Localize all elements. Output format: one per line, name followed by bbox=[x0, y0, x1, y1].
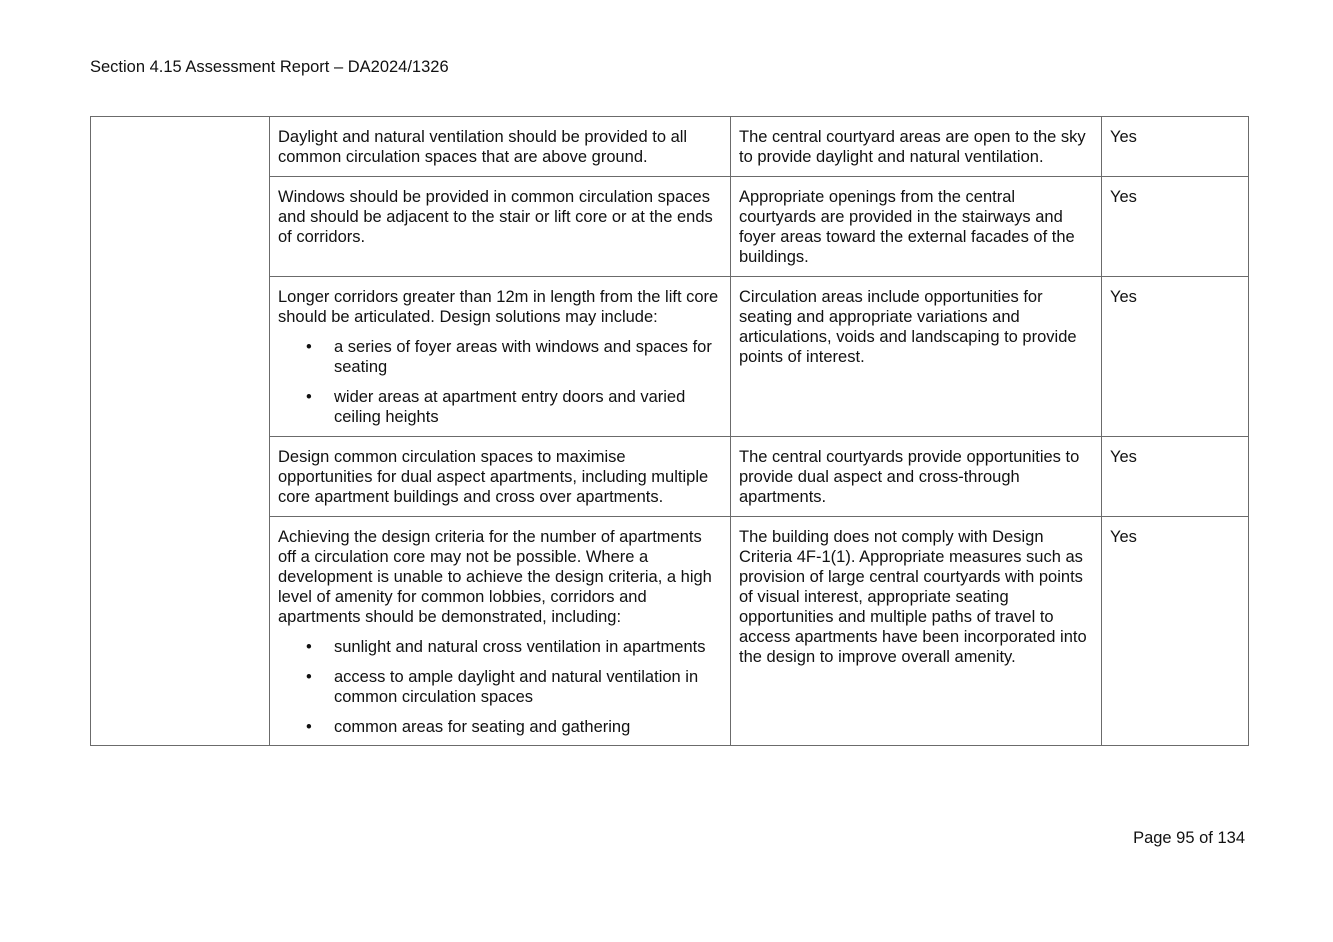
criteria-cell bbox=[270, 437, 731, 517]
comment-cell bbox=[731, 277, 1102, 437]
list-item bbox=[306, 337, 722, 377]
criteria-cell bbox=[270, 117, 731, 177]
criteria-text: Achieving the design criteria for the number of apartments off a circulation core may not be possible. Where a development is unable to achieve the design criteria, a high level of amenity for common lobbies, corridors and apartments should be demonstrated, including: bbox=[278, 528, 712, 626]
criteria-text: Longer corridors greater than 12m in length from the lift core should be articulated. Design solutions may include: bbox=[278, 288, 719, 326]
criteria-cell bbox=[270, 517, 731, 746]
compliance-value: Yes bbox=[1110, 288, 1137, 306]
list-item bbox=[306, 717, 722, 737]
comment-text: The building does not comply with Design Criteria 4F-1(1). Appropriate measures such as provision of large central courtyards with points of visual interest, appropriate seating opportunities and multiple paths of travel to access apartments have been incorporated into the design to improve overall amenity. bbox=[739, 528, 1087, 666]
comment-text: Appropriate openings from the central courtyards are provided in the stairways and foyer areas toward the external facades of the buildings. bbox=[739, 188, 1075, 266]
criteria-text: Windows should be provided in common circulation spaces and should be adjacent to the stair or lift core or at the ends of corridors. bbox=[278, 188, 713, 246]
criteria-text: Design common circulation spaces to maximise opportunities for dual aspect apartments, including multiple core apartment buildings and cross over apartments. bbox=[278, 448, 709, 506]
compliance-cell bbox=[1102, 517, 1249, 746]
criteria-cell bbox=[270, 277, 731, 437]
comment-text: Circulation areas include opportunities for seating and appropriate variations and articulations, voids and landscaping to provide points of interest. bbox=[739, 288, 1077, 366]
list-item bbox=[306, 387, 722, 427]
bullet-icon: • bbox=[306, 338, 312, 356]
comment-cell bbox=[731, 117, 1102, 177]
assessment-table bbox=[90, 116, 1249, 746]
section-blank-cell bbox=[91, 117, 270, 746]
bullet-icon: • bbox=[306, 668, 312, 686]
bullet-icon: • bbox=[306, 638, 312, 656]
comment-cell bbox=[731, 177, 1102, 277]
compliance-cell bbox=[1102, 177, 1249, 277]
list-item-text: access to ample daylight and natural ventilation in common circulation spaces bbox=[334, 668, 699, 706]
compliance-cell bbox=[1102, 437, 1249, 517]
compliance-value: Yes bbox=[1110, 448, 1137, 466]
compliance-cell bbox=[1102, 277, 1249, 437]
compliance-value: Yes bbox=[1110, 188, 1137, 206]
list-item-text: wider areas at apartment entry doors and varied ceiling heights bbox=[334, 388, 686, 426]
page-number: Page 95 of 134 bbox=[1133, 829, 1245, 847]
compliance-value: Yes bbox=[1110, 128, 1137, 146]
criteria-cell bbox=[270, 177, 731, 277]
criteria-bullet-list bbox=[278, 637, 722, 737]
compliance-value: Yes bbox=[1110, 528, 1137, 546]
comment-cell bbox=[731, 437, 1102, 517]
criteria-bullet-list bbox=[278, 337, 722, 427]
list-item bbox=[306, 637, 722, 657]
compliance-cell bbox=[1102, 117, 1249, 177]
page-header-title: Section 4.15 Assessment Report – DA2024/1326 bbox=[90, 58, 449, 76]
criteria-text: Daylight and natural ventilation should be provided to all common circulation spaces that are above ground. bbox=[278, 128, 688, 166]
table-row bbox=[91, 117, 1249, 177]
comment-text: The central courtyard areas are open to the sky to provide daylight and natural ventilation. bbox=[739, 128, 1086, 166]
comment-cell bbox=[731, 517, 1102, 746]
list-item-text: common areas for seating and gathering bbox=[334, 718, 631, 736]
bullet-icon: • bbox=[306, 388, 312, 406]
comment-text: The central courtyards provide opportunities to provide dual aspect and cross-through apartments. bbox=[739, 448, 1080, 506]
list-item bbox=[306, 667, 722, 707]
list-item-text: sunlight and natural cross ventilation in apartments bbox=[334, 638, 706, 656]
list-item-text: a series of foyer areas with windows and spaces for seating bbox=[334, 338, 712, 376]
bullet-icon: • bbox=[306, 718, 312, 736]
